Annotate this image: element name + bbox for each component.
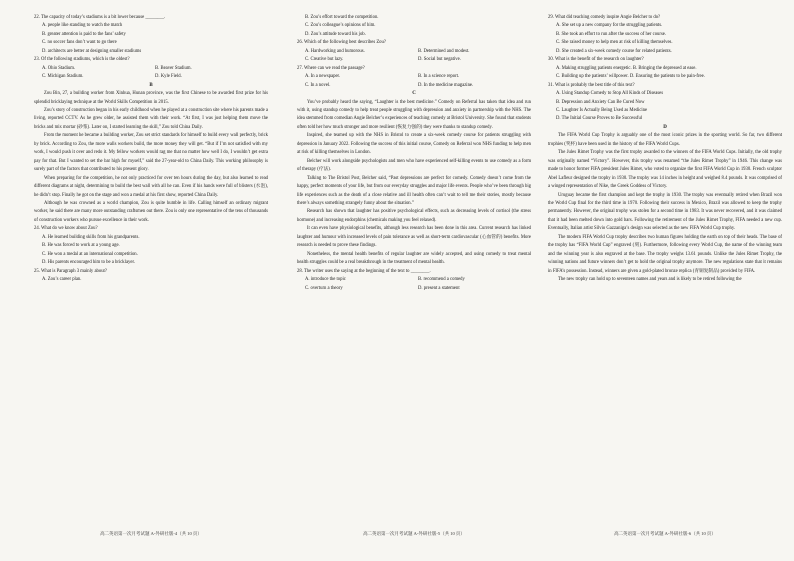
section-heading: C bbox=[412, 91, 416, 97]
answer-option: C. overturn a theory bbox=[305, 285, 343, 291]
answer-option-pair bbox=[34, 73, 268, 81]
answer-option: C. Laughter Is Actually Being Used as Medicine bbox=[556, 107, 648, 113]
passage-paragraph: The modern FIFA World Cup trophy describes two human figures holding the earth on top of their heads. The base of the trophy has “FIFA World Cup” engraved (刻). Furthermore, following every World Cup, the name of the winning team and the winning year is also engraved at the base. The trophy weighs 13.61 pounds. Unlike the Jules Rimet Trophy, the winning nations and future winners don’t get to hold the original trophy anymore. The new regulations state that it remains in FIFA’s possession. Instead, winners are given a gold-plated bronze replica (青铜复制品) provided by FIFA. bbox=[548, 234, 782, 274]
answer-option: A. Ohio Stadium. bbox=[42, 65, 76, 71]
answer-option: A. Zou’s career plan. bbox=[42, 277, 82, 283]
answer-option: B. In a science report. bbox=[418, 74, 460, 80]
answer-option: B. He was forced to work at a young age. bbox=[42, 243, 120, 249]
column-2 bbox=[297, 14, 531, 293]
answer-option: A. He learned building skills from his grandparents. bbox=[42, 234, 140, 240]
page-footer-1: 高二英语第一次月考试题 A-外研社版-4（共 10 页） bbox=[100, 531, 202, 536]
answer-option: A. introduce the topic bbox=[305, 277, 346, 283]
answer-option: D. The Initial Course Proves to Be Successful bbox=[556, 116, 643, 122]
passage-paragraph: When preparing for the competition, he not only practiced for over ten hours during the day, but also learned to read different diagrams at night, determining to build the best wall with all he can. Even if his hands were full of blisters (水泡), he didn’t stop. Finally he got on the stage and won a medal at his first show, reported China Daily. bbox=[34, 175, 268, 198]
question-stem: 23. Of the following stadiums, which is the oldest? bbox=[34, 57, 130, 63]
answer-option: D. present a statement bbox=[418, 285, 460, 291]
answer-option: D. His parents encouraged him to be a bricklayer. bbox=[42, 260, 135, 266]
answer-option: B. Depression and Anxiety Can Be Cured Now bbox=[556, 99, 645, 105]
question-stem: 24. What do we know about Zou? bbox=[34, 226, 98, 232]
passage-paragraph: The new trophy can hold up to seventeen names and years and is likely to be retired following the bbox=[558, 277, 742, 283]
answer-option: A. In a newspaper. bbox=[305, 74, 341, 80]
answer-option: D. Zou’s attitude toward his job. bbox=[305, 31, 366, 37]
answer-option-pair bbox=[297, 48, 531, 56]
answer-option-pair bbox=[34, 65, 268, 73]
answer-option: C. no soccer fans don’t want to go there bbox=[42, 40, 117, 46]
section-heading: B bbox=[149, 82, 153, 88]
answer-option: D. Social but negative. bbox=[418, 57, 461, 63]
answer-option: C. He won a medal at an international competition. bbox=[42, 251, 138, 257]
answer-option: C. Creative but lazy. bbox=[305, 57, 344, 63]
answer-option-pair bbox=[297, 73, 531, 81]
question-stem: 27. Where can we read the passage? bbox=[297, 65, 365, 71]
answer-option: D. She created a six-week comedy course for related patients. bbox=[556, 48, 672, 54]
answer-option: A. Making struggling patients energetic. B. Bringing the depressed at ease. bbox=[556, 65, 697, 71]
answer-option: C. She raised money to help men at risk of killing themselves. bbox=[556, 40, 673, 46]
page-footer-2: 高二英语第一次月考试题 A-外研社版-5（共 10 页） bbox=[363, 531, 465, 536]
answer-option: B. recommend a comedy bbox=[418, 277, 465, 283]
column-1 bbox=[34, 14, 268, 285]
question-stem: 30. What is the benefit of the research on laughter? bbox=[548, 57, 644, 63]
answer-option: A. Hardworking and humorous. bbox=[305, 48, 365, 54]
passage-paragraph: The FIFA World Cup Trophy is arguably one of the most iconic prizes in the sporting world. So far, two different trophies (奖杯) have been used in the history of the FIFA World Cups. bbox=[548, 133, 782, 147]
passage-paragraph: From the moment he became a building worker, Zou set strict standards for himself to build every wall perfectly, brick by brick. According to Zou, the more walls workers build, the more money they will get. “But if I’m not satisfied with my work, I would push it over and redo it. My fellow workers would rag me that no matter how well I do, I wouldn’t get extra pay for that. But I wanted to set the bar high for myself,” said the 27-year-old to China Daily. This working philosophy is surely part of the factors that contributed to his present glory. bbox=[34, 133, 268, 173]
passage-paragraph: Uruguay became the first champion and kept the trophy in 1930. The trophy was eventually retired when Brazil won the World Cup final for the third time in 1970. Following their success in Mexico, Brazil was allowed to keep the trophy permanently. However, the original trophy was stolen for a second time in 1983. It was never recovered, and it was claimed that it had been melted down into gold bars. Following the retirement of the Jules Rimet Trophy, FIFA needed a new cup. Eventually, Italian artist Silvio Gazzaniga’s design was selected as the new FIFA World Cup trophy. bbox=[548, 192, 782, 232]
answer-option-pair bbox=[297, 82, 531, 90]
answer-option: D. architects are better at designing smaller stadiums bbox=[42, 48, 142, 54]
answer-option: C. Zou’s colleague’s opinions of him. bbox=[305, 23, 376, 29]
answer-option: B. Beaver Stadium. bbox=[155, 65, 192, 71]
section-heading: D bbox=[663, 124, 667, 130]
answer-option-pair bbox=[297, 276, 531, 284]
passage-paragraph: Belcher will work alongside psychologists and men who have experienced self-killing events to use comedy as a form of therapy (疗法). bbox=[297, 158, 531, 173]
answer-option: C. Michigan Stadium. bbox=[42, 74, 84, 80]
passage-paragraph: It can even have physiological benefits, although less research has been done in this area. Current research has linked laughter and humour with increased levels of pain tolerance as well as short-term cardiovascular (心血管的) benefits. More research is needed to prove these findings. bbox=[297, 226, 531, 249]
question-stem: 29. What did teaching comedy inspire Angie Belcher to do? bbox=[548, 15, 661, 20]
passage-paragraph: Zou Bin, 27, a building worker from Xinhua, Hunan province, was the first Chinese to be awarded first prize for his splendid bricklaying technique at the World Skills Competition in 2015. bbox=[34, 91, 268, 105]
passage-paragraph: Research has shown that laughter has positive psychological effects, such as decreasing levels of cortisol (the stress hormone) and increasing endorphins (chemicals making you feel relaxed). bbox=[297, 209, 531, 223]
answer-option: D. Kyle Field. bbox=[155, 74, 182, 80]
answer-option: B. Zou’s effort toward the competition. bbox=[305, 15, 379, 20]
answer-option: B. She took an effort to run after the success of her course. bbox=[556, 31, 667, 37]
question-stem: 25. What is Paragraph 3 mainly about? bbox=[34, 268, 107, 274]
question-stem: 28. The writer uses the saying at the beginning of the text to ________. bbox=[297, 268, 431, 274]
passage-paragraph: Nonetheless, the mental health benefits of regular laughter are widely accepted, and using comedy to treat mental health struggles could be a real breakthrough in the treatment of mental health. bbox=[297, 251, 531, 266]
question-stem: 26. Which of the following best describes Zou? bbox=[297, 40, 386, 46]
passage-paragraph: You’ve probably heard the saying, “Laughter is the best medicine.” Comedy on Referral has taken that idea and run with it, using standup comedy to help treat people struggling with depression and anxiety in partnership with the NHS. The idea stemmed from comedian Angie Belcher’s experiences of teaching comedy at Bristol University. She found that students often told her how much stronger and more resilient (恢复力强的) they were thanks to standup comedy. bbox=[297, 99, 531, 130]
answer-option: D. In the medicine magazine. bbox=[418, 82, 474, 88]
question-stem: 22. The capacity of today’s stadiums is a bit lower because ________. bbox=[34, 15, 166, 20]
column-3 bbox=[548, 14, 782, 285]
answer-option: C. Building up the patients’ willpower. D. Ensuring the patients to be pain-free. bbox=[556, 74, 705, 80]
answer-option: C. In a novel. bbox=[305, 82, 331, 88]
passage-paragraph: Although he was crowned as a world champion, Zou is quite humble in life. Calling himself an ordinary migrant worker, he said there are many more outstanding craftsmen out there. Zou is only one representative of the tens of thousands of construction workers who pursue excellence in their work. bbox=[34, 200, 268, 223]
answer-option: A. She set up a new company for the struggling patients. bbox=[556, 23, 663, 29]
answer-option: A. Using Standup Comedy to Stop All Kinds of Diseases bbox=[556, 91, 664, 97]
answer-option: A. people like standing to watch the match bbox=[42, 23, 123, 29]
answer-option-pair bbox=[297, 56, 531, 64]
question-stem: 31. What is probably the best title of this text? bbox=[548, 82, 635, 88]
passage-paragraph: Zou’s story of construction began in his early childhood when he played at a construction site where his parents made a living, reported CCTV. As he grew older, he assisted them with their work. “At first, I was just helping them move the bricks and mix mortar (砂浆). Later on, I started learning the skill,” Zou told China Daily. bbox=[34, 107, 268, 130]
passage-paragraph: The Jules Rimet Trophy was the first trophy awarded to the winners of the FIFA World Cups. Initially, the old trophy was originally named “Victory”. However, this trophy was renamed “the Jules Rimet Trophy” in 1946. This change was made to honor former FIFA president Jules Rimet, who voted to organize the first FIFA World Cup in 1930. French sculptor Abel Lafleur designed the trophy in 1930. The trophy was 14 inches in height and weighed 8.4 pounds. It was comprised of a winged representation of Nike, the Greek Goddess of Victory. bbox=[548, 150, 782, 190]
passage-paragraph: Inspired, she teamed up with the NHS in Bristol to create a six-week comedy course for patients struggling with depression in January 2022. Following the success of this initial course, Comedy on Referral won NHS funding to help men at risk of killing themselves in London. bbox=[297, 133, 531, 156]
page-footer-3: 高二英语第一次月考试题 A-外研社版-6（共 10 页） bbox=[614, 531, 716, 536]
answer-option: B. greater attention is paid to the fans’ safety bbox=[42, 31, 126, 37]
passage-paragraph: Talking to The Bristol Post, Belcher said, “Past depressions are perfect for comedy. Comedy doesn’t come from the happy, perfect moments of your life, but from our everyday struggles and major life events. People who’ve been through big life experiences such as the death of a close relative and ill health often can’t wait to tell me their stories, mostly because there’s always something strangely funny about the situation.” bbox=[297, 175, 531, 206]
answer-option: B. Determined and modest. bbox=[418, 48, 470, 54]
answer-option-pair bbox=[297, 285, 531, 293]
